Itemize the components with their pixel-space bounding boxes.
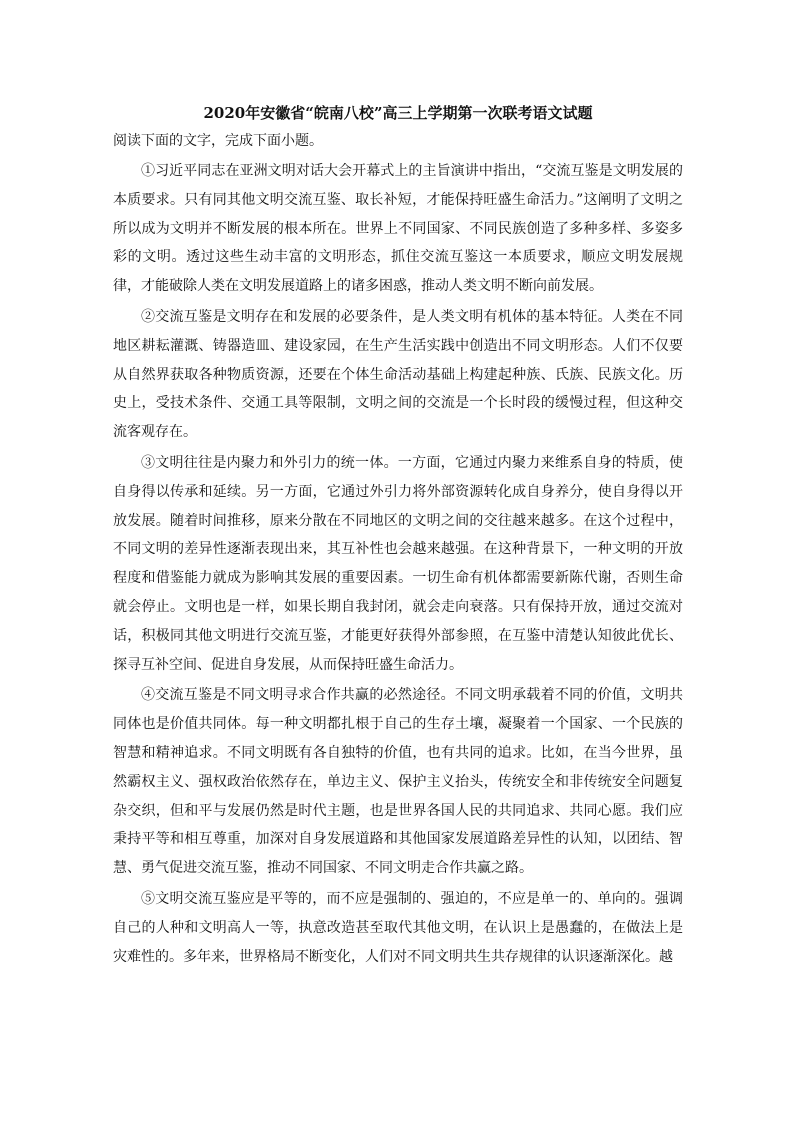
document-page [113,100,683,973]
paragraph-4: ④交流互鉴是不同文明寻求合作共赢的必然途径。不同文明承载着不同的价值，文明共同体也是价值共同体。每一种文明都扎根于自己的生存土壤，凝聚着一个国家、一个民族的智慧和精神追求。不同文明既有各自独特的价值，也有共同的追求。比如，在当今世界，虽然霸权主义、强权政治依然存在，单边主义、保护主义抬头，传统安全和非传统安全问题复杂交织，但和平与发展仍然是时代主题，也是世界各国人民的共同追求、共同心愿。我们应秉持平等和相互尊重，加深对自身发展道路和其他国家发展道路差异性的认知，以团结、智慧、勇气促进交流互鉴，推动不同国家、不同文明走合作共赢之路。 [113,687,683,877]
paragraph-2: ②交流互鉴是文明存在和发展的必要条件，是人类文明有机体的基本特征。人类在不同地区耕耘灌溉、铸器造皿、建设家园，在生产生活实践中创造出不同文明形态。人们不仅要从自然界获取各种物质资源，还要在个体生命活动基础上构建起种族、氏族、民族文化。历史上，受技术条件、交通工具等限制，文明之间的交流是一个长时段的缓慢过程，但这种交流客观存在。 [113,308,683,441]
document-title: 2020年安徽省“皖南八校”高三上学期第一次联考语文试题 [203,104,593,122]
paragraph-1: ①习近平同志在亚洲文明对话大会开幕式上的主旨演讲中指出，“交流互鉴是文明发展的本质要求。只有同其他文明交流互鉴、取长补短，才能保持旺盛生命活力。”这阐明了文明之所以成为文明并不断发展的根本所在。世界上不同国家、不同民族创造了多种多样、多姿多彩的文明。透过这些生动丰富的文明形态，抓住交流互鉴这一本质要求，顺应文明发展规律，才能破除人类在文明发展道路上的诸多困惑，推动人类文明不断向前发展。 [113,163,683,295]
paragraph-5: ⑤文明交流互鉴应是平等的，而不应是强制的、强迫的，不应是单一的、单向的。强调自己的人种和文明高人一等，执意改造甚至取代其他文明，在认识上是愚蠢的，在做法上是灾难性的。多年来，世界格局不断变化，人们对不同文明共生共存规律的认识逐渐深化。越 [113,890,683,965]
instruction-text: 阅读下面的文字，完成下面小题。 [113,133,323,149]
paragraph-3: ③文明往往是内聚力和外引力的统一体。一方面，它通过内聚力来维系自身的特质，使自身得以传承和延续。另一方面，它通过外引力将外部资源转化成自身养分，使自身得以开放发展。随着时间推移，原来分散在不同地区的文明之间的交往越来越多。在这个过程中，不同文明的差异性逐渐表现出来，其互补性也会越来越强。在这种背景下，一种文明的开放程度和借鉴能力就成为影响其发展的重要因素。一切生命有机体都需要新陈代谢，否则生命就会停止。文明也是一样，如果长期自我封闭，就会走向衰落。只有保持开放，通过交流对话，积极同其他文明进行交流互鉴，才能更好获得外部参照，在互鉴中清楚认知彼此优长、探寻互补空间、促进自身发展，从而保持旺盛生命活力。 [113,454,683,673]
